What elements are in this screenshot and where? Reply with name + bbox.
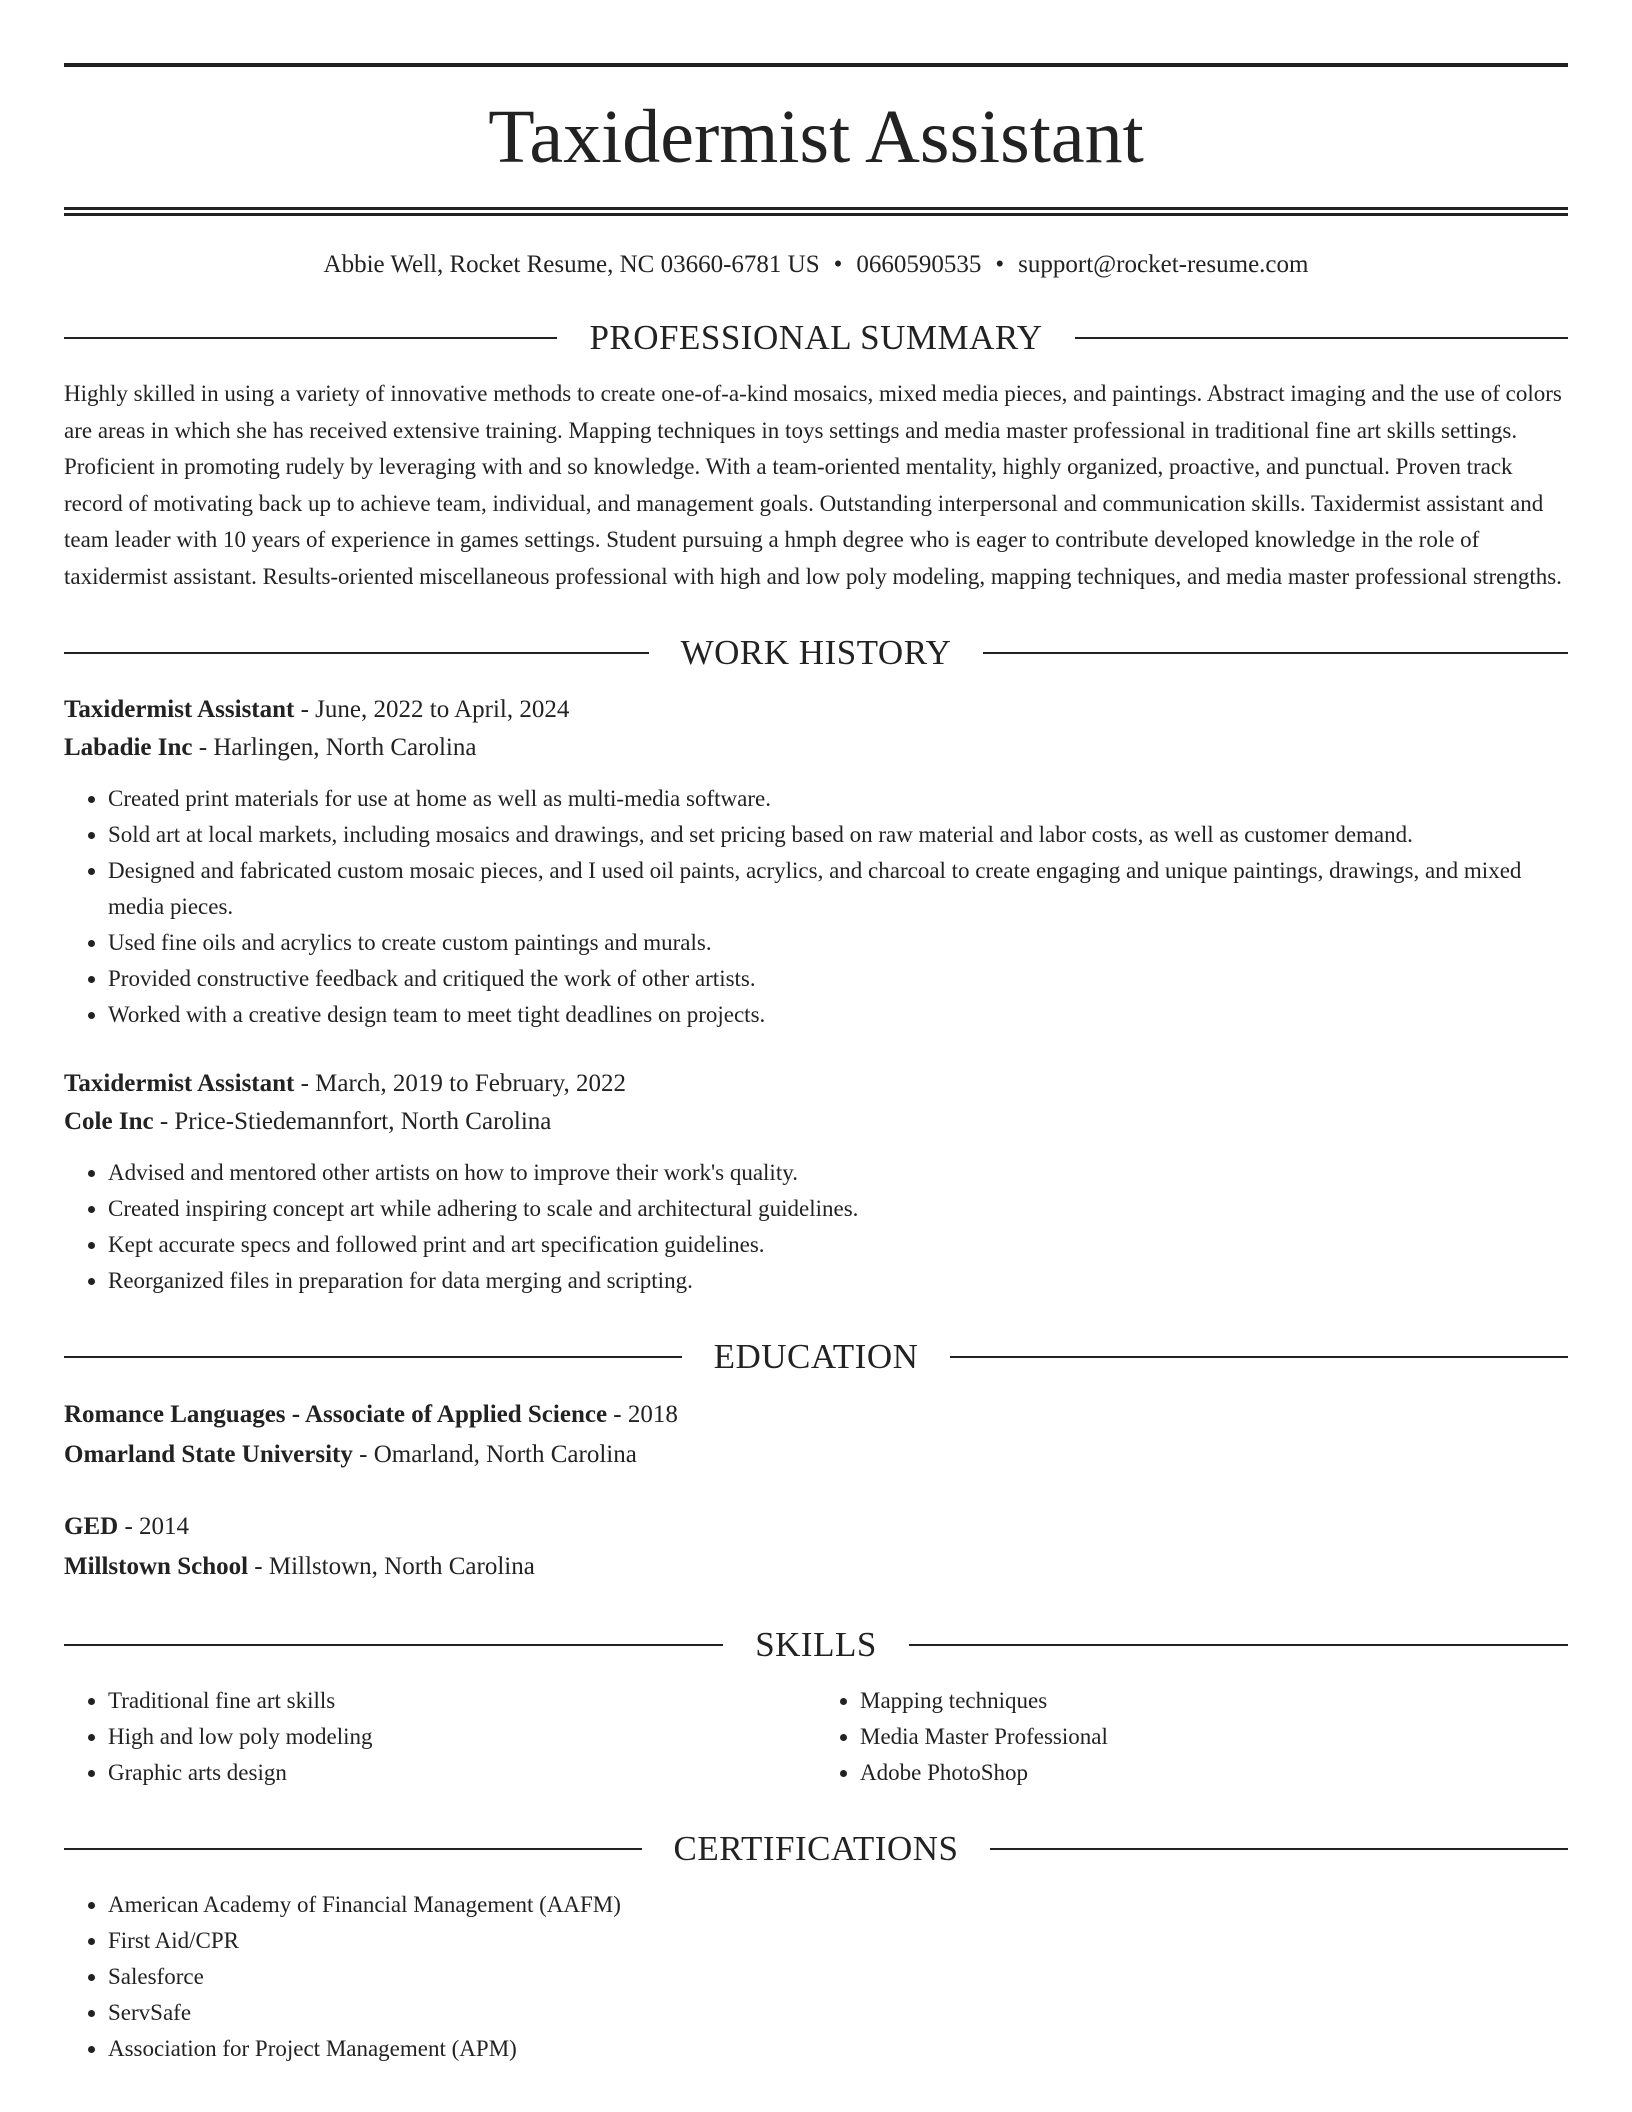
section-title-education: EDUCATION bbox=[713, 1337, 919, 1376]
list-item: • Advised and mentored other artists on how to improve their work's quality. bbox=[108, 1155, 1568, 1191]
section-heading-skills bbox=[64, 1625, 1568, 1665]
heading-rule bbox=[909, 1644, 1568, 1646]
skills-column-left bbox=[64, 1683, 816, 1791]
job-location: - Harlingen, North Carolina bbox=[192, 734, 477, 761]
list-item: • Created inspiring concept art while adhering to scale and architectural guidelines. bbox=[108, 1191, 1568, 1227]
job-location: - Price-Stiedemannfort, North Carolina bbox=[153, 1108, 552, 1135]
education-entry bbox=[64, 1395, 1568, 1475]
education-location: - Millstown, North Carolina bbox=[248, 1553, 535, 1580]
education-degree: GED bbox=[64, 1513, 119, 1540]
list-item: • First Aid/CPR bbox=[108, 1923, 1568, 1959]
section-heading-education bbox=[64, 1337, 1568, 1377]
title-double-rule bbox=[64, 207, 1568, 216]
list-item: • Mapping techniques bbox=[860, 1683, 1568, 1719]
heading-rule bbox=[64, 337, 557, 339]
job-title: Taxidermist Assistant bbox=[64, 696, 295, 723]
heading-rule bbox=[990, 1848, 1568, 1850]
job-title-line bbox=[64, 1065, 1568, 1103]
list-item: • Designed and fabricated custom mosaic pieces, and I used oil paints, acrylics, and charcoal to create engaging and unique paintings, drawings, and mixed media pieces. bbox=[108, 853, 1568, 925]
job-bullets bbox=[64, 1155, 1568, 1299]
education-entry bbox=[64, 1507, 1568, 1587]
job-dates: - March, 2019 to February, 2022 bbox=[294, 1070, 626, 1097]
section-title-summary: PROFESSIONAL SUMMARY bbox=[589, 318, 1043, 357]
education-school-line bbox=[64, 1547, 1568, 1587]
education-degree-line bbox=[64, 1507, 1568, 1547]
education-school: Millstown School bbox=[64, 1553, 249, 1580]
job-title: Taxidermist Assistant bbox=[64, 1070, 295, 1097]
education-degree-line bbox=[64, 1395, 1568, 1435]
list-item: • Media Master Professional bbox=[860, 1719, 1568, 1755]
skills-grid bbox=[64, 1683, 1568, 1791]
list-item: • Sold art at local markets, including mosaics and drawings, and set pricing based on raw material and labor costs, as well as customer demand. bbox=[108, 817, 1568, 853]
job-title-line bbox=[64, 691, 1568, 729]
section-heading-certifications bbox=[64, 1829, 1568, 1869]
heading-rule bbox=[64, 652, 649, 654]
heading-rule bbox=[64, 1356, 682, 1358]
list-item: • Adobe PhotoShop bbox=[860, 1755, 1568, 1791]
education-year: - 2014 bbox=[118, 1513, 190, 1540]
list-item: • Provided constructive feedback and critiqued the work of other artists. bbox=[108, 961, 1568, 997]
heading-rule bbox=[1075, 337, 1568, 339]
list-item: • Used fine oils and acrylics to create custom paintings and murals. bbox=[108, 925, 1568, 961]
contact-email: support@rocket-resume.com bbox=[1018, 251, 1309, 278]
job-dates: - June, 2022 to April, 2024 bbox=[294, 696, 570, 723]
job-bullets bbox=[64, 781, 1568, 1033]
list-item: • Graphic arts design bbox=[108, 1755, 816, 1791]
section-heading-summary bbox=[64, 318, 1568, 358]
list-item: • Reorganized files in preparation for data merging and scripting. bbox=[108, 1263, 1568, 1299]
contact-separator: • bbox=[995, 251, 1005, 278]
contact-separator: • bbox=[833, 251, 843, 278]
list-item: • High and low poly modeling bbox=[108, 1719, 816, 1755]
certifications-list bbox=[64, 1887, 1568, 2067]
list-item: • Association for Project Management (APM) bbox=[108, 2031, 1568, 2067]
job-org-line bbox=[64, 1103, 1568, 1141]
list-item: • Created print materials for use at home as well as multi-media software. bbox=[108, 781, 1568, 817]
job-org-line bbox=[64, 729, 1568, 767]
skills-column-right bbox=[816, 1683, 1568, 1791]
job-company: Cole Inc bbox=[64, 1108, 154, 1135]
heading-rule bbox=[64, 1644, 723, 1646]
resume-title: Taxidermist Assistant bbox=[488, 95, 1144, 179]
education-school-line bbox=[64, 1435, 1568, 1475]
list-item: • ServSafe bbox=[108, 1995, 1568, 2031]
education-year: - 2018 bbox=[607, 1401, 678, 1428]
heading-rule bbox=[983, 652, 1568, 654]
job-entry bbox=[64, 691, 1568, 1033]
list-item: • Worked with a creative design team to meet tight deadlines on projects. bbox=[108, 997, 1568, 1033]
list-item: • Kept accurate specs and followed print and art specification guidelines. bbox=[108, 1227, 1568, 1263]
section-title-skills: SKILLS bbox=[755, 1625, 877, 1664]
contact-phone: 0660590535 bbox=[856, 251, 982, 278]
education-school: Omarland State University bbox=[64, 1441, 353, 1468]
list-item: • Salesforce bbox=[108, 1959, 1568, 1995]
summary-text: Highly skilled in using a variety of innovative methods to create one-of-a-kind mosaics, mixed media pieces, and paintings. Abstract imaging and the use of colors are areas in which she has received extensive training. Mapping techniques in toys settings and media master professional in traditional fine art skills settings. Proficient in promoting rudely by leveraging with and so knowledge. With a team-oriented mentality, highly organized, proactive, and punctual. Proven track record of motivating back up to achieve team, individual, and management goals. Outstanding interpersonal and communication skills. Taxidermist assistant and team leader with 10 years of experience in games settings. Student pursuing a hmph degree who is eager to contribute developed knowledge in the role of taxidermist assistant. Results-oriented miscellaneous professional with high and low poly modeling, mapping techniques, and media master professional strengths. bbox=[64, 381, 1562, 589]
contact-line bbox=[64, 250, 1568, 280]
heading-rule bbox=[950, 1356, 1568, 1358]
job-company: Labadie Inc bbox=[64, 734, 193, 761]
heading-rule bbox=[64, 1848, 642, 1850]
section-heading-work bbox=[64, 633, 1568, 673]
list-item: • Traditional fine art skills bbox=[108, 1683, 816, 1719]
list-item: • American Academy of Financial Management (AAFM) bbox=[108, 1887, 1568, 1923]
section-title-certifications: CERTIFICATIONS bbox=[673, 1829, 959, 1868]
education-degree: Romance Languages - Associate of Applied Science bbox=[64, 1401, 608, 1428]
contact-address: Abbie Well, Rocket Resume, NC 03660-6781 US bbox=[323, 251, 820, 278]
education-location: - Omarland, North Carolina bbox=[352, 1441, 637, 1468]
job-entry bbox=[64, 1065, 1568, 1299]
section-title-work: WORK HISTORY bbox=[680, 633, 952, 672]
